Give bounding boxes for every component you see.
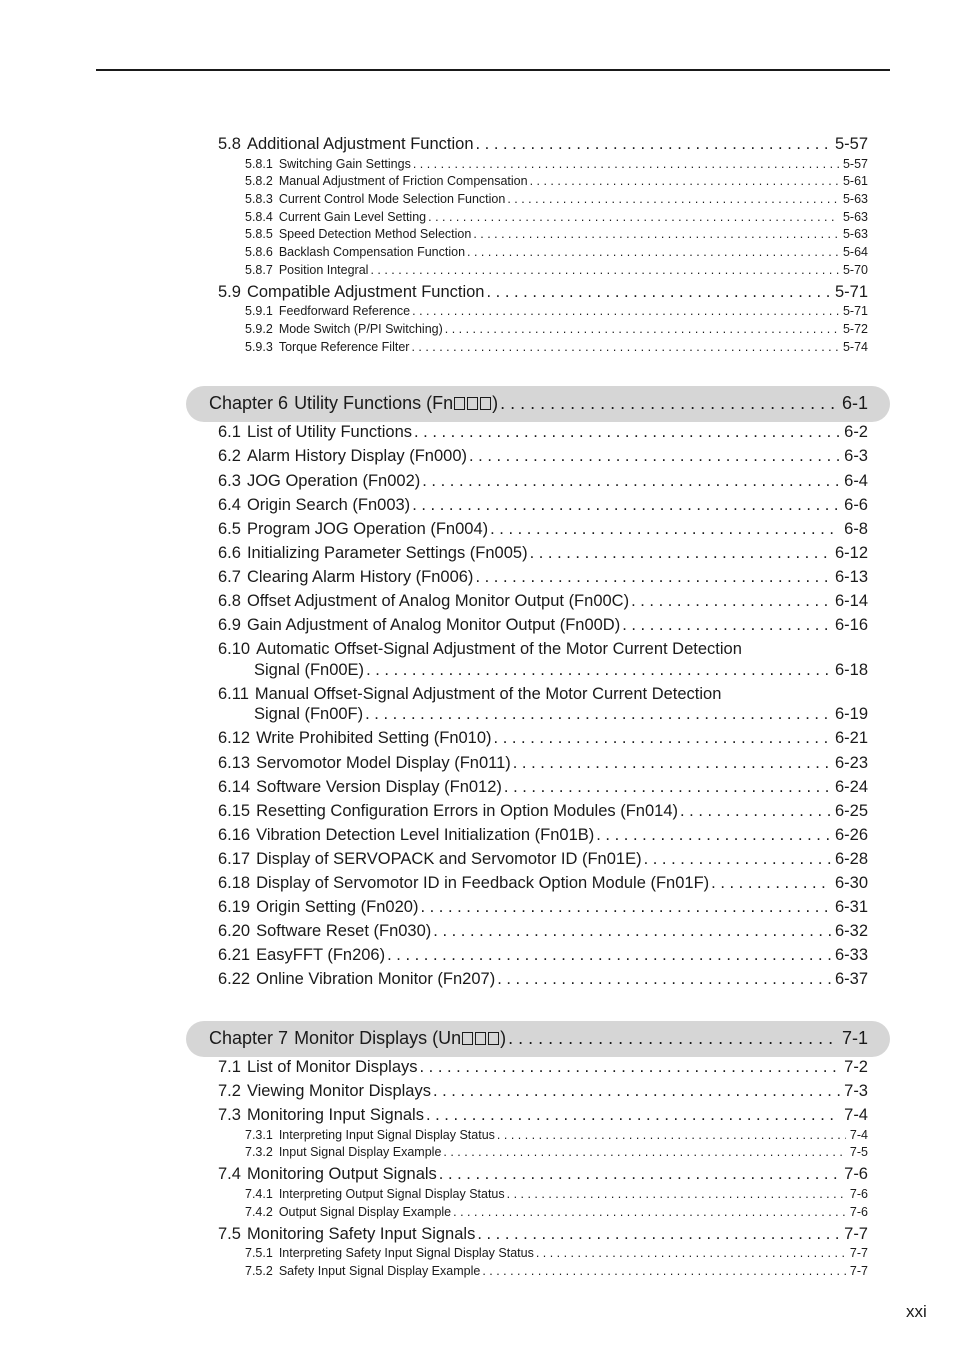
toc-entry[interactable] [218,754,868,776]
entry-number: 6.12 [218,729,251,747]
toc-entry[interactable] [218,544,868,566]
entry-number: 5.9.1 [245,304,273,318]
entry-number: 6.16 [218,826,251,844]
toc-subentry[interactable] [245,1264,868,1281]
entry-page: 6-8 [844,520,868,538]
toc-entry[interactable] [218,1225,868,1247]
entry-number: 7.4.2 [245,1205,273,1219]
entry-page: 6-6 [844,496,868,514]
entry-title: Position Integral [278,263,369,277]
toc-entry[interactable] [218,1165,868,1187]
toc-entry[interactable] [218,472,868,494]
entry-number: 7.4 [218,1165,241,1183]
toc-subentry[interactable] [245,245,868,262]
entry-title-cont: Signal (Fn00E) [254,661,365,679]
chapter-7-heading[interactable] [209,1028,868,1054]
entry-page: 7-7 [844,1225,868,1243]
entry-number: 7.3.1 [245,1128,273,1142]
toc-entry[interactable] [218,496,868,518]
entry-number: 5.8.7 [245,263,273,277]
entry-title: Speed Detection Method Selection [278,227,472,241]
entry-number: 6.18 [218,874,251,892]
toc-subentry[interactable] [245,322,868,339]
toc-entry[interactable] [218,946,868,968]
toc-subentry[interactable] [245,227,868,244]
entry-number: 6.19 [218,898,251,916]
entry-title: Switching Gain Settings [278,157,411,171]
entry-title: Interpreting Safety Input Signal Display Status [278,1246,534,1260]
toc-subentry[interactable] [245,1246,868,1263]
entry-page: 6-4 [844,472,868,490]
entry-title: Safety Input Signal Display Example [278,1264,481,1278]
toc-subentry[interactable] [245,157,868,174]
entry-number: 5.8 [218,135,241,153]
toc-entry[interactable] [218,592,868,614]
entry-title: Alarm History Display (Fn000) [246,447,467,465]
entry-page: 6-37 [834,970,868,988]
entry-title: Additional Adjustment Function [246,135,474,153]
entry-title: Current Gain Level Setting [278,210,427,224]
toc-entry[interactable] [218,423,868,445]
toc-entry[interactable] [218,922,868,944]
entry-number: 6.22 [218,970,251,988]
entry-page: 6-23 [834,754,868,772]
entry-number: 5.9.3 [245,340,273,354]
chapter-title: Utility Functions (Fn [294,393,454,413]
toc-entry[interactable] [218,520,868,542]
entry-number: 6.20 [218,922,251,940]
toc-subentry[interactable] [245,1145,868,1162]
entry-number: 5.8.1 [245,157,273,171]
chapter-label: Chapter 7 [209,1028,289,1048]
placeholder-box-icon [488,1032,499,1045]
placeholder-box-icon [480,397,491,410]
entry-number: 6.14 [218,778,251,796]
toc-entry[interactable] [218,898,868,920]
entry-page: 5-71 [834,283,868,301]
toc-entry[interactable] [218,447,868,469]
entry-page: 6-32 [834,922,868,940]
entry-number: 6.1 [218,423,241,441]
chapter-title-suffix: ) [492,393,499,413]
page-number: xxi [906,1302,927,1321]
placeholder-box-icon [454,397,465,410]
entry-page: 7-7 [849,1264,868,1278]
placeholder-box-icon [475,1032,486,1045]
chapter-title: Monitor Displays (Un [294,1028,462,1048]
entry-number: 6.8 [218,592,241,610]
entry-page: 5-70 [842,263,868,277]
chapter-page: 6-1 [841,393,868,413]
chapter-6-heading[interactable] [209,393,868,419]
entry-page: 7-6 [849,1187,868,1201]
entry-number: 5.9.2 [245,322,273,336]
toc-subentry[interactable] [245,304,868,321]
toc-entry[interactable] [218,616,868,638]
toc-subentry[interactable] [245,340,868,357]
entry-number: 7.5 [218,1225,241,1243]
entry-number: 5.8.2 [245,174,273,188]
entry-page: 7-2 [844,1058,868,1076]
entry-page: 7-7 [849,1246,868,1260]
toc-entry[interactable] [218,1106,868,1128]
entry-title: Compatible Adjustment Function [246,283,485,301]
entry-title: Current Control Mode Selection Function [278,192,506,206]
entry-page: 6-19 [834,705,868,723]
entry-title: Initializing Parameter Settings (Fn005) [246,544,528,562]
toc-entry-6-10-line2[interactable] [254,661,868,683]
toc-subentry[interactable] [245,192,868,209]
entry-page: 5-61 [842,174,868,188]
entry-page: 6-21 [834,729,868,747]
entry-number: 5.8.3 [245,192,273,206]
entry-title: Origin Setting (Fn020) [256,898,419,916]
entry-page: 5-63 [842,210,868,224]
chapter-title-suffix: ) [500,1028,507,1048]
toc-subentry[interactable] [245,1128,868,1145]
entry-page: 7-5 [849,1145,868,1159]
entry-page: 6-12 [834,544,868,562]
toc-entry[interactable] [218,778,868,800]
entry-page: 7-6 [849,1205,868,1219]
toc-entry[interactable] [218,970,868,992]
entry-number: 6.2 [218,447,241,465]
entry-title: Manual Offset-Signal Adjustment of the Motor Current Detection [254,685,722,703]
entry-title: Input Signal Display Example [278,1145,442,1159]
entry-title: Feedforward Reference [278,304,411,318]
entry-title: Monitoring Input Signals [246,1106,424,1124]
entry-title: Mode Switch (P/PI Switching) [278,322,443,336]
entry-title: Interpreting Output Signal Display Status [278,1187,505,1201]
entry-title: Software Version Display (Fn012) [256,778,502,796]
entry-number: 7.2 [218,1082,241,1100]
entry-title: List of Monitor Displays [246,1058,418,1076]
entry-title: Vibration Detection Level Initialization (Fn01B) [256,826,595,844]
toc-entry[interactable] [218,568,868,590]
entry-title: Backlash Compensation Function [278,245,466,259]
toc-entry[interactable] [218,850,868,872]
entry-page: 6-13 [834,568,868,586]
entry-page: 5-57 [842,157,868,171]
entry-page: 6-28 [834,850,868,868]
entry-page: 6-30 [834,874,868,892]
entry-title: Monitoring Output Signals [246,1165,437,1183]
entry-title: Manual Adjustment of Friction Compensation [278,174,528,188]
entry-page: 5-71 [842,304,868,318]
entry-title-cont: Signal (Fn00F) [254,705,364,723]
toc-entry[interactable] [218,826,868,848]
toc-subentry[interactable] [245,1205,868,1222]
entry-page: 6-25 [834,802,868,820]
entry-title: List of Utility Functions [246,423,412,441]
entry-page: 5-63 [842,227,868,241]
entry-title: Offset Adjustment of Analog Monitor Output (Fn00C) [246,592,630,610]
chapter-label: Chapter 6 [209,393,289,413]
entry-title: Display of SERVOPACK and Servomotor ID (Fn01E) [256,850,642,868]
entry-page: 6-26 [834,826,868,844]
entry-title: Servomotor Model Display (Fn011) [256,754,511,772]
entry-number: 6.21 [218,946,251,964]
entry-page: 6-18 [834,661,868,679]
entry-title: Automatic Offset-Signal Adjustment of the Motor Current Detection [256,640,742,658]
entry-number: 6.9 [218,616,241,634]
toc-entry-6-11-line1[interactable] [218,685,721,704]
toc-subentry[interactable] [245,210,868,227]
entry-page: 5-63 [842,192,868,206]
toc-subentry[interactable] [245,174,868,191]
entry-title: Viewing Monitor Displays [246,1082,431,1100]
header-rule [96,69,890,71]
entry-number: 6.13 [218,754,251,772]
entry-number: 5.8.4 [245,210,273,224]
toc-subentry[interactable] [245,1187,868,1204]
entry-number: 5.8.6 [245,245,273,259]
entry-number: 7.4.1 [245,1187,273,1201]
entry-title: Write Prohibited Setting (Fn010) [256,729,492,747]
entry-title: Interpreting Input Signal Display Status [278,1128,495,1142]
entry-page: 6-2 [844,423,868,441]
entry-number: 6.17 [218,850,251,868]
entry-title: Program JOG Operation (Fn004) [246,520,489,538]
toc-entry[interactable] [218,729,868,751]
entry-page: 5-74 [842,340,868,354]
entry-number: 6.5 [218,520,241,538]
entry-page: 6-33 [834,946,868,964]
entry-number: 7.1 [218,1058,241,1076]
entry-title: Clearing Alarm History (Fn006) [246,568,474,586]
toc-entry-6-11-line2[interactable] [254,705,868,727]
entry-page: 5-57 [834,135,868,153]
entry-number: 7.3 [218,1106,241,1124]
entry-number: 6.3 [218,472,241,490]
entry-page: 7-3 [844,1082,868,1100]
entry-number: 6.7 [218,568,241,586]
entry-page: 6-3 [844,447,868,465]
entry-title: Resetting Configuration Errors in Option Modules (Fn014) [256,802,678,820]
placeholder-box-icon [467,397,478,410]
entry-title: Online Vibration Monitor (Fn207) [256,970,496,988]
toc-entry-5-8[interactable] [218,135,868,157]
entry-title: Torque Reference Filter [278,340,410,354]
toc-entry-5-9[interactable] [218,283,868,305]
placeholder-box-icon [462,1032,473,1045]
entry-number: 7.5.1 [245,1246,273,1260]
toc-entry[interactable] [218,1082,868,1104]
entry-number: 6.6 [218,544,241,562]
entry-title: EasyFFT (Fn206) [256,946,386,964]
entry-page: 7-4 [849,1128,868,1142]
toc-entry-6-10-line1[interactable] [218,640,742,659]
entry-page: 6-31 [834,898,868,916]
entry-number: 7.3.2 [245,1145,273,1159]
entry-title: Monitoring Safety Input Signals [246,1225,476,1243]
entry-page: 6-24 [834,778,868,796]
entry-title: Display of Servomotor ID in Feedback Option Module (Fn01F) [256,874,710,892]
entry-number: 6.11 [218,685,249,703]
entry-page: 6-16 [834,616,868,634]
entry-title: Output Signal Display Example [278,1205,452,1219]
entry-number: 6.4 [218,496,241,514]
entry-title: Origin Search (Fn003) [246,496,411,514]
chapter-page: 7-1 [841,1028,868,1048]
toc-subentry[interactable] [245,263,868,280]
entry-page: 6-14 [834,592,868,610]
entry-page: 7-4 [844,1106,868,1124]
entry-title: JOG Operation (Fn002) [246,472,421,490]
entry-page: 7-6 [844,1165,868,1183]
toc-entry[interactable] [218,874,868,896]
entry-number: 6.10 [218,640,251,658]
entry-title: Gain Adjustment of Analog Monitor Output (Fn00D) [246,616,621,634]
toc-entry[interactable] [218,802,868,824]
entry-title: Software Reset (Fn030) [256,922,432,940]
entry-number: 5.8.5 [245,227,273,241]
toc-entry[interactable] [218,1058,868,1080]
entry-page: 5-64 [842,245,868,259]
entry-number: 5.9 [218,283,241,301]
entry-number: 7.5.2 [245,1264,273,1278]
entry-number: 6.15 [218,802,251,820]
entry-page: 5-72 [842,322,868,336]
